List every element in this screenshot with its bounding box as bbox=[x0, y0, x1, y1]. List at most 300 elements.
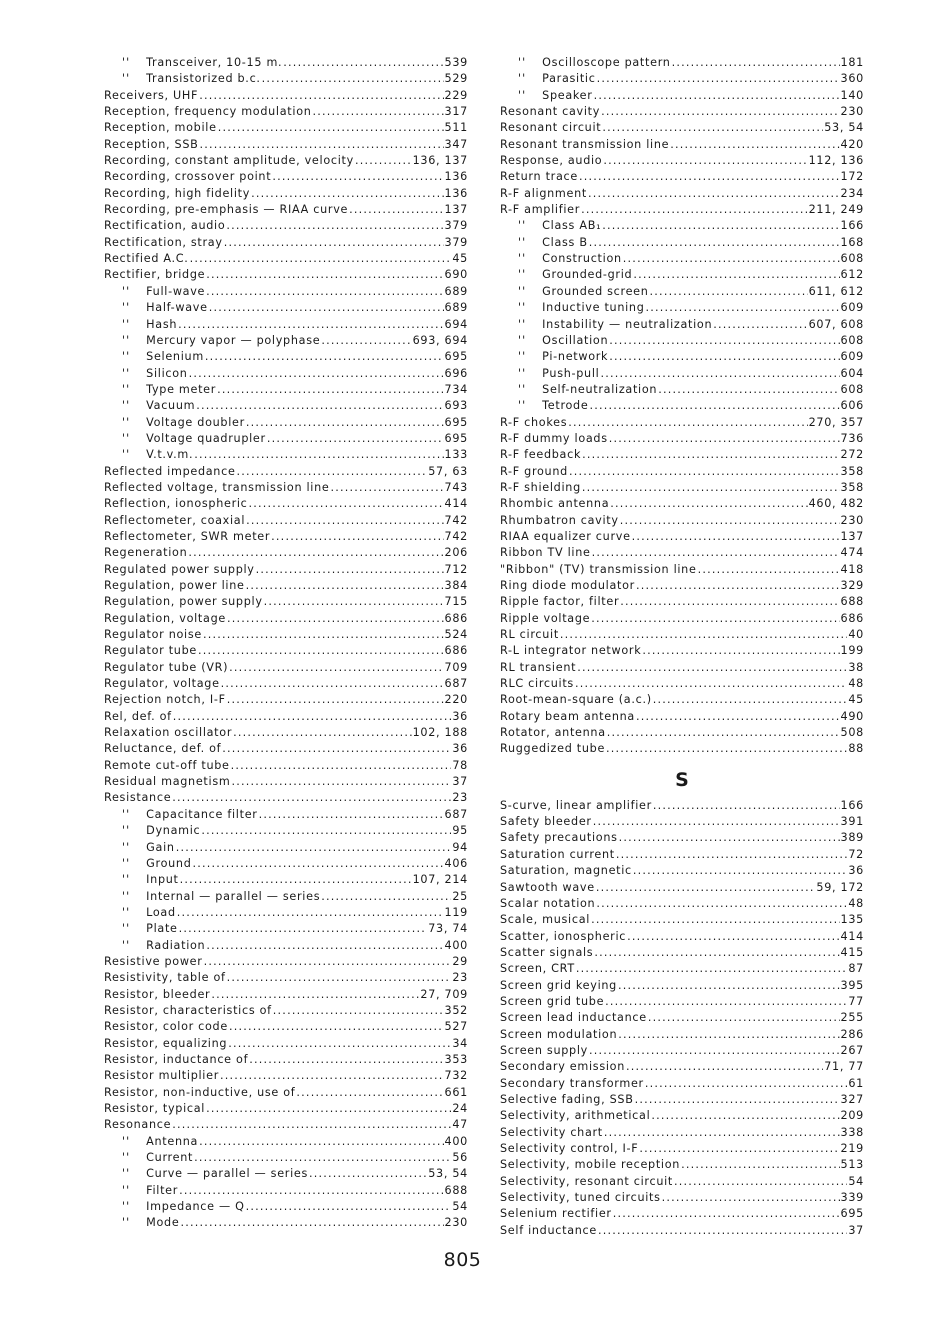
index-subentry bbox=[500, 284, 864, 300]
entry-pages: 230 bbox=[840, 105, 864, 119]
entry-pages: 140 bbox=[840, 88, 864, 102]
entry-pages: 414 bbox=[840, 929, 864, 943]
entry-pages: 395 bbox=[840, 978, 864, 992]
entry-pages: 327 bbox=[840, 1092, 864, 1106]
entry-pages: 168 bbox=[840, 235, 864, 249]
entry-label: Relaxation oscillator bbox=[104, 726, 233, 740]
entry-label: '' Transistorized b.c. bbox=[122, 71, 261, 87]
dot-leader bbox=[267, 431, 444, 447]
index-entry bbox=[104, 790, 468, 806]
index-entry bbox=[500, 431, 864, 447]
index-entry bbox=[500, 676, 864, 692]
entry-pages: 72 bbox=[848, 847, 864, 861]
dot-leader bbox=[633, 863, 847, 879]
entry-label: '' Tetrode bbox=[518, 398, 588, 414]
entry-label: Sawtooth wave bbox=[500, 880, 595, 894]
entry-pages: 270, 357 bbox=[808, 415, 864, 429]
index-entry bbox=[500, 186, 864, 202]
dot-leader bbox=[582, 480, 840, 496]
dot-leader bbox=[648, 1010, 840, 1026]
index-entry bbox=[500, 1027, 864, 1043]
entry-label: '' Dynamic bbox=[122, 823, 200, 839]
entry-label: '' Radiation bbox=[122, 938, 205, 954]
dot-leader bbox=[190, 251, 452, 267]
entry-pages: 539 bbox=[444, 56, 468, 69]
entry-pages: 61 bbox=[848, 1076, 864, 1090]
entry-pages: 609 bbox=[840, 301, 864, 315]
dot-leader bbox=[591, 611, 839, 627]
index-entry bbox=[104, 987, 468, 1003]
entry-label: R-F chokes bbox=[500, 415, 568, 429]
index-entry bbox=[500, 912, 864, 928]
index-entry bbox=[500, 464, 864, 480]
entry-pages: 414 bbox=[444, 497, 468, 511]
index-entry bbox=[104, 267, 468, 283]
entry-label: Selectivity, tuned circuits bbox=[500, 1191, 661, 1205]
dot-leader bbox=[246, 1199, 452, 1215]
dot-leader bbox=[581, 202, 808, 218]
entry-label: '' Oscillation bbox=[518, 333, 608, 349]
entry-label: Reception, SSB bbox=[104, 137, 199, 151]
entry-label: Rectifier, bridge bbox=[104, 268, 206, 282]
entry-label: Resistor, typical bbox=[104, 1102, 206, 1115]
entry-label: Saturation current bbox=[500, 847, 615, 861]
entry-label: '' Load bbox=[122, 905, 176, 921]
dot-leader bbox=[204, 954, 452, 970]
index-entry bbox=[500, 847, 864, 863]
entry-label: Resistor, equalizing bbox=[104, 1036, 228, 1050]
dot-leader bbox=[179, 921, 428, 937]
index-entry bbox=[500, 741, 864, 757]
entry-label: Regulated power supply bbox=[104, 562, 255, 576]
entry-pages: 696 bbox=[444, 366, 468, 380]
index-entry bbox=[104, 218, 468, 234]
entry-pages: 689 bbox=[444, 301, 468, 315]
entry-pages: 360 bbox=[840, 72, 864, 86]
dot-leader bbox=[203, 627, 444, 643]
index-entry bbox=[104, 758, 468, 774]
dot-leader bbox=[650, 284, 808, 300]
entry-pages: 379 bbox=[444, 235, 468, 249]
entry-label: Resistive power bbox=[104, 954, 203, 968]
index-entry bbox=[500, 1141, 864, 1157]
entry-pages: 688 bbox=[444, 1183, 468, 1197]
dot-leader bbox=[618, 978, 840, 994]
entry-pages: 389 bbox=[840, 831, 864, 845]
index-entry bbox=[104, 513, 468, 529]
dot-leader bbox=[616, 847, 848, 863]
index-entry bbox=[104, 741, 468, 757]
dot-leader bbox=[592, 545, 840, 561]
dot-leader bbox=[626, 1059, 823, 1075]
entry-pages: 95 bbox=[452, 824, 468, 838]
entry-label: Recording, constant amplitude, velocity bbox=[104, 154, 354, 168]
dot-leader bbox=[589, 235, 840, 251]
index-subentry bbox=[500, 55, 864, 71]
entry-pages: 661 bbox=[444, 1085, 468, 1099]
dot-leader bbox=[601, 104, 839, 120]
dot-leader bbox=[264, 594, 444, 610]
entry-pages: 609 bbox=[840, 350, 864, 364]
entry-pages: 736 bbox=[840, 431, 864, 445]
dot-leader bbox=[246, 578, 444, 594]
entry-pages: 34 bbox=[452, 1036, 468, 1050]
entry-label: Recording, high fidelity bbox=[104, 186, 251, 200]
entry-label: RIAA equalizer curve bbox=[500, 529, 631, 543]
dot-leader bbox=[645, 1076, 848, 1092]
entry-pages: 607, 608 bbox=[808, 317, 864, 331]
dot-leader bbox=[569, 464, 840, 480]
entry-label: '' Vacuum bbox=[122, 398, 195, 414]
dot-leader bbox=[602, 218, 839, 234]
entry-label: Rectification, stray bbox=[104, 235, 223, 249]
dot-leader bbox=[636, 709, 840, 725]
index-entry bbox=[104, 1003, 468, 1019]
dot-leader bbox=[593, 814, 840, 830]
entry-label: '' Capacitance filter bbox=[122, 807, 258, 823]
index-entry bbox=[500, 137, 864, 153]
entry-pages: 379 bbox=[444, 219, 468, 233]
dot-leader bbox=[233, 725, 411, 741]
entry-label: Scale, musical bbox=[500, 913, 591, 927]
index-subentry bbox=[500, 398, 864, 414]
entry-label: Return trace bbox=[500, 170, 578, 184]
entry-pages: 53, 54 bbox=[428, 1167, 468, 1181]
entry-label: Reluctance, def. of bbox=[104, 742, 222, 756]
index-subentry bbox=[104, 938, 468, 954]
entry-label: Receivers, UHF bbox=[104, 88, 199, 102]
page-number: 805 bbox=[443, 1249, 482, 1271]
entry-label: Rotator, antenna bbox=[500, 726, 606, 740]
entry-label: "Ribbon" (TV) transmission line bbox=[500, 562, 697, 576]
dot-leader bbox=[222, 741, 451, 757]
entry-label: Rectified A.C. bbox=[104, 252, 189, 266]
entry-label: Resonant transmission line bbox=[500, 137, 670, 151]
index-entry bbox=[500, 169, 864, 185]
index-subentry bbox=[104, 415, 468, 431]
entry-label: Ribbon TV line bbox=[500, 546, 591, 560]
dot-leader bbox=[623, 251, 840, 267]
dot-leader bbox=[262, 71, 444, 87]
dot-leader bbox=[603, 153, 807, 169]
dot-leader bbox=[609, 431, 840, 447]
dot-leader bbox=[217, 382, 443, 398]
index-entry bbox=[104, 186, 468, 202]
dot-leader bbox=[228, 1036, 451, 1052]
dot-leader bbox=[172, 790, 451, 806]
index-entry bbox=[500, 1157, 864, 1173]
entry-pages: 695 bbox=[840, 1207, 864, 1221]
index-entry bbox=[500, 1010, 864, 1026]
dot-leader bbox=[331, 480, 444, 496]
entry-pages: 712 bbox=[444, 562, 468, 576]
index-entry bbox=[104, 464, 468, 480]
index-subentry bbox=[104, 840, 468, 856]
index-entry bbox=[104, 104, 468, 120]
dot-leader bbox=[609, 349, 839, 365]
dot-leader bbox=[605, 994, 847, 1010]
dot-leader bbox=[613, 1206, 840, 1222]
entry-pages: 317 bbox=[444, 105, 468, 119]
entry-label: RL transient bbox=[500, 660, 577, 674]
dot-leader bbox=[355, 153, 412, 169]
entry-pages: 612 bbox=[840, 268, 864, 282]
entry-pages: 230 bbox=[444, 1216, 468, 1230]
entry-pages: 347 bbox=[444, 137, 468, 151]
entry-label: '' Full-wave bbox=[122, 284, 205, 300]
index-entry bbox=[500, 202, 864, 218]
entry-label: Regeneration bbox=[104, 546, 188, 560]
dot-leader bbox=[231, 758, 452, 774]
index-entry bbox=[500, 562, 864, 578]
entry-pages: 391 bbox=[840, 815, 864, 829]
dot-leader bbox=[211, 987, 419, 1003]
entry-pages: 29 bbox=[452, 954, 468, 968]
index-entry bbox=[104, 153, 468, 169]
index-subentry bbox=[500, 71, 864, 87]
entry-label: R-L integrator network bbox=[500, 644, 642, 658]
dot-leader bbox=[209, 300, 444, 316]
entry-pages: 54 bbox=[848, 1174, 864, 1188]
dot-leader bbox=[229, 660, 443, 676]
entry-label: Selectivity control, I-F bbox=[500, 1142, 639, 1155]
dot-leader bbox=[577, 660, 847, 676]
dot-leader bbox=[653, 798, 840, 814]
entry-label: S-curve, linear amplifier bbox=[500, 798, 652, 812]
entry-label: Regulator tube (VR) bbox=[104, 660, 229, 674]
entry-pages: 608 bbox=[840, 333, 864, 347]
index-entry bbox=[500, 1174, 864, 1190]
dot-leader bbox=[194, 447, 443, 463]
index-entry bbox=[500, 929, 864, 945]
dot-leader bbox=[249, 1052, 443, 1068]
dot-leader bbox=[224, 235, 444, 251]
entry-label: '' Pi-network bbox=[518, 349, 608, 365]
entry-label: '' Selenium bbox=[122, 349, 204, 365]
index-entry bbox=[104, 88, 468, 104]
index-entry bbox=[500, 814, 864, 830]
dot-leader bbox=[249, 496, 444, 512]
index-entry bbox=[500, 1223, 864, 1239]
entry-label: Rectification, audio bbox=[104, 219, 226, 233]
dot-leader bbox=[256, 562, 444, 578]
entry-label: '' Class AB₁ bbox=[518, 218, 601, 234]
entry-pages: 689 bbox=[444, 284, 468, 298]
dot-leader bbox=[272, 169, 443, 185]
dot-leader bbox=[639, 1141, 839, 1157]
entry-pages: 527 bbox=[444, 1020, 468, 1034]
index-subentry bbox=[104, 447, 468, 463]
entry-pages: 38 bbox=[848, 660, 864, 674]
index-entry bbox=[500, 480, 864, 496]
index-entry bbox=[500, 880, 864, 896]
entry-label: Screen lead inductance bbox=[500, 1011, 647, 1025]
index-entry bbox=[104, 643, 468, 659]
index-subentry bbox=[500, 267, 864, 283]
index-entry bbox=[500, 643, 864, 659]
index-entry bbox=[104, 1068, 468, 1084]
dot-leader bbox=[226, 218, 443, 234]
entry-label: '' Antenna bbox=[122, 1134, 198, 1150]
index-subentry bbox=[500, 317, 864, 333]
entry-label: R-F shielding bbox=[500, 480, 581, 494]
dot-leader bbox=[246, 513, 443, 529]
dot-leader bbox=[560, 627, 847, 643]
dot-leader bbox=[227, 611, 444, 627]
index-subentry bbox=[104, 1215, 468, 1231]
entry-pages: 742 bbox=[444, 513, 468, 527]
entry-label: '' Speaker bbox=[518, 88, 593, 104]
index-entry bbox=[500, 545, 864, 561]
index-entry bbox=[500, 798, 864, 814]
dot-leader bbox=[588, 186, 840, 202]
index-entry bbox=[104, 692, 468, 708]
dot-leader bbox=[180, 872, 412, 888]
index-entry bbox=[500, 945, 864, 961]
dot-leader bbox=[188, 545, 443, 561]
entry-pages: 358 bbox=[840, 464, 864, 478]
entry-pages: 686 bbox=[444, 611, 468, 625]
index-subentry bbox=[104, 1199, 468, 1215]
dot-leader bbox=[598, 1223, 847, 1239]
entry-pages: 112, 136 bbox=[808, 154, 864, 168]
entry-label: Rejection notch, I-F bbox=[104, 693, 226, 707]
index-subentry bbox=[104, 431, 468, 447]
entry-label: Resonant circuit bbox=[500, 121, 602, 135]
dot-leader bbox=[313, 104, 444, 120]
index-entry bbox=[104, 725, 468, 741]
entry-label: Regulator, voltage bbox=[104, 677, 220, 691]
dot-leader bbox=[227, 970, 452, 986]
entry-label: Remote cut-off tube bbox=[104, 758, 230, 772]
dot-leader bbox=[636, 578, 840, 594]
entry-pages: 54 bbox=[452, 1200, 468, 1214]
dot-leader bbox=[237, 464, 428, 480]
entry-pages: 529 bbox=[444, 72, 468, 86]
index-entry bbox=[500, 104, 864, 120]
entry-label: Resistor, color code bbox=[104, 1020, 228, 1034]
entry-pages: 352 bbox=[444, 1003, 468, 1017]
entry-label: '' Current bbox=[122, 1150, 193, 1166]
dot-leader bbox=[201, 823, 451, 839]
entry-pages: 36 bbox=[452, 742, 468, 756]
entry-pages: 418 bbox=[840, 562, 864, 576]
index-entry bbox=[500, 447, 864, 463]
entry-label: Rhombic antenna bbox=[500, 497, 610, 511]
entry-pages: 135 bbox=[840, 913, 864, 927]
index-entry bbox=[500, 1206, 864, 1222]
entry-pages: 460, 482 bbox=[808, 497, 864, 511]
index-entry bbox=[104, 954, 468, 970]
index-entry bbox=[500, 896, 864, 912]
entry-label: Regulator noise bbox=[104, 628, 202, 642]
entry-label: '' Inductive tuning bbox=[518, 300, 645, 316]
index-entry bbox=[500, 529, 864, 545]
dot-leader bbox=[670, 137, 839, 153]
right-index-column bbox=[500, 55, 864, 1239]
index-entry bbox=[104, 202, 468, 218]
entry-label: Reflected impedance bbox=[104, 464, 236, 478]
entry-label: Selectivity, resonant circuit bbox=[500, 1174, 674, 1188]
index-entry bbox=[104, 1101, 468, 1117]
index-entry bbox=[500, 994, 864, 1010]
index-entry bbox=[104, 235, 468, 251]
entry-pages: 206 bbox=[444, 546, 468, 560]
dot-leader bbox=[246, 415, 444, 431]
entry-label: Ripple voltage bbox=[500, 611, 591, 625]
index-entry bbox=[104, 480, 468, 496]
index-entry bbox=[500, 863, 864, 879]
dot-leader bbox=[251, 186, 443, 202]
dot-leader bbox=[271, 529, 443, 545]
entry-pages: 474 bbox=[840, 546, 864, 560]
entry-label: '' Voltage quadrupler bbox=[122, 431, 266, 447]
entry-pages: 137 bbox=[840, 529, 864, 543]
entry-label: R-F alignment bbox=[500, 186, 587, 200]
dot-leader bbox=[600, 366, 839, 382]
entry-label: Response, audio bbox=[500, 154, 603, 168]
dot-leader bbox=[198, 643, 444, 659]
entry-pages: 339 bbox=[840, 1191, 864, 1205]
index-entry bbox=[104, 251, 468, 267]
entry-pages: 209 bbox=[840, 1109, 864, 1123]
entry-pages: 25 bbox=[452, 889, 468, 903]
index-entry bbox=[104, 1117, 468, 1133]
index-entry bbox=[500, 978, 864, 994]
entry-label: Regulation, voltage bbox=[104, 611, 226, 625]
index-subentry bbox=[104, 398, 468, 414]
entry-label: '' Grounded-grid bbox=[518, 267, 632, 283]
r-entries-continued bbox=[500, 55, 864, 758]
entry-label: '' Self-neutralization bbox=[518, 382, 657, 398]
entry-label: '' Ground bbox=[122, 856, 192, 872]
index-entry bbox=[104, 1052, 468, 1068]
index-entry bbox=[104, 709, 468, 725]
entry-pages: 695 bbox=[444, 431, 468, 445]
entry-pages: 267 bbox=[840, 1043, 864, 1057]
entry-pages: 406 bbox=[444, 856, 468, 870]
dot-leader bbox=[194, 1150, 451, 1166]
entry-pages: 23 bbox=[452, 971, 468, 985]
index-entry bbox=[500, 496, 864, 512]
index-subentry bbox=[500, 366, 864, 382]
entry-pages: 40 bbox=[848, 628, 864, 642]
dot-leader bbox=[713, 317, 807, 333]
entry-pages: 57, 63 bbox=[428, 464, 468, 478]
dot-leader bbox=[596, 896, 847, 912]
dot-leader bbox=[259, 807, 444, 823]
entry-pages: 686 bbox=[840, 611, 864, 625]
index-subentry bbox=[500, 349, 864, 365]
entry-pages: 181 bbox=[840, 56, 864, 69]
entry-label: '' Construction bbox=[518, 251, 622, 267]
index-subentry bbox=[104, 921, 468, 937]
index-subentry bbox=[104, 300, 468, 316]
entry-label: '' Oscilloscope pattern bbox=[518, 55, 671, 71]
entry-label: '' Silicon bbox=[122, 366, 188, 382]
dot-leader bbox=[618, 1027, 839, 1043]
dot-leader bbox=[309, 1166, 427, 1182]
index-entry bbox=[104, 578, 468, 594]
entry-pages: 23 bbox=[452, 791, 468, 805]
entry-pages: 94 bbox=[452, 840, 468, 854]
dot-leader bbox=[609, 333, 839, 349]
dot-leader bbox=[582, 447, 839, 463]
index-subentry bbox=[104, 1183, 468, 1199]
entry-pages: 211, 249 bbox=[808, 203, 864, 217]
entry-label: Screen grid tube bbox=[500, 994, 605, 1008]
index-subentry bbox=[500, 251, 864, 267]
